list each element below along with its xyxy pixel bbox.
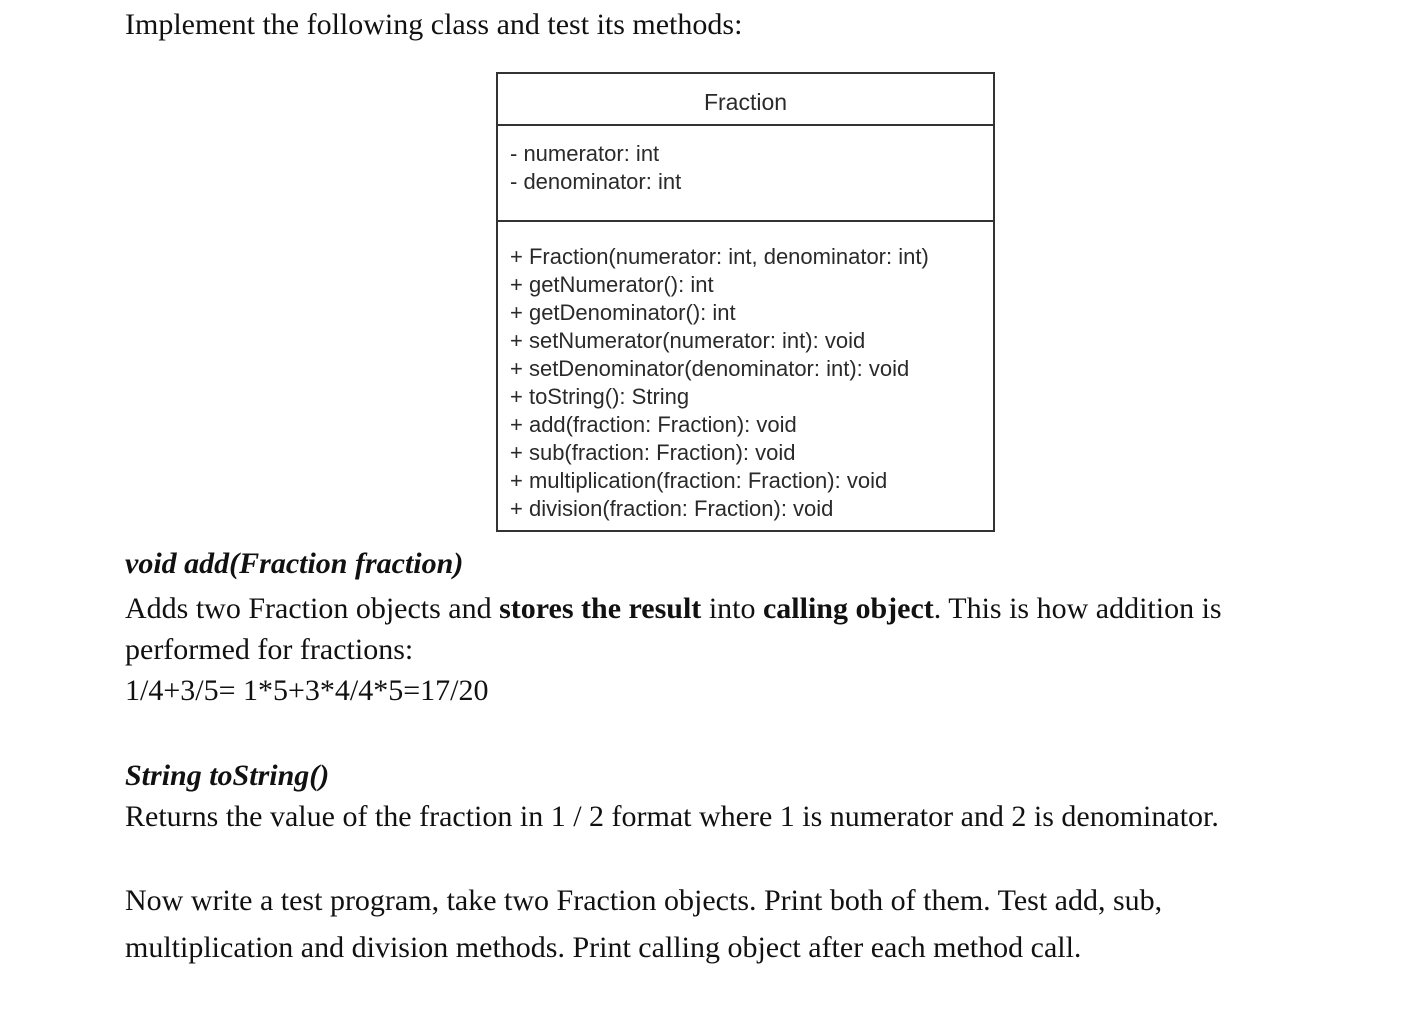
tostring-signature: String toString() (125, 759, 330, 792)
uml-attribute: - numerator: int (510, 141, 660, 166)
test-instructions: Now write a test program, take two Fraction objects. Print both of them. Test add, sub, multiplication and division methods. Print calling object after each method call. (125, 884, 1163, 964)
uml-method: + add(fraction: Fraction): void (510, 412, 797, 437)
add-text-1: Adds two Fraction objects and (125, 592, 500, 625)
uml-method: + division(fraction: Fraction): void (510, 496, 834, 521)
uml-method: + setDenominator(denominator: int): void (510, 356, 910, 381)
uml-method: + setNumerator(numerator: int): void (510, 328, 866, 353)
intro-text: Implement the following class and test its methods: (125, 8, 743, 41)
uml-attribute: - denominator: int (510, 169, 682, 194)
add-description (125, 588, 1295, 670)
tostring-description: Returns the value of the fraction in 1 / 2 format where 1 is numerator and 2 is denominator. (125, 800, 1219, 833)
uml-method: + getNumerator(): int (510, 272, 714, 297)
add-bold-2: calling object (762, 592, 934, 625)
uml-methods (498, 222, 993, 523)
add-section (125, 545, 1295, 711)
add-text-2: into (701, 592, 763, 625)
uml-method: + Fraction(numerator: int, denominator: int) (510, 244, 929, 269)
uml-method: + toString(): String (510, 384, 690, 409)
add-example: 1/4+3/5= 1*5+3*4/4*5=17/20 (125, 674, 489, 707)
uml-method: + getDenominator(): int (510, 300, 736, 325)
uml-class-diagram (496, 72, 995, 532)
uml-method: + sub(fraction: Fraction): void (510, 440, 796, 465)
add-bold-1: stores the result (499, 592, 702, 625)
uml-class-name: Fraction (498, 74, 993, 126)
tostring-section (125, 757, 1295, 837)
add-signature: void add(Fraction fraction) (125, 547, 464, 580)
uml-attributes (498, 126, 993, 222)
uml-method: + multiplication(fraction: Fraction): void (510, 468, 888, 493)
add-text-3: . This is how addition is performed for fractions: (125, 592, 1222, 666)
